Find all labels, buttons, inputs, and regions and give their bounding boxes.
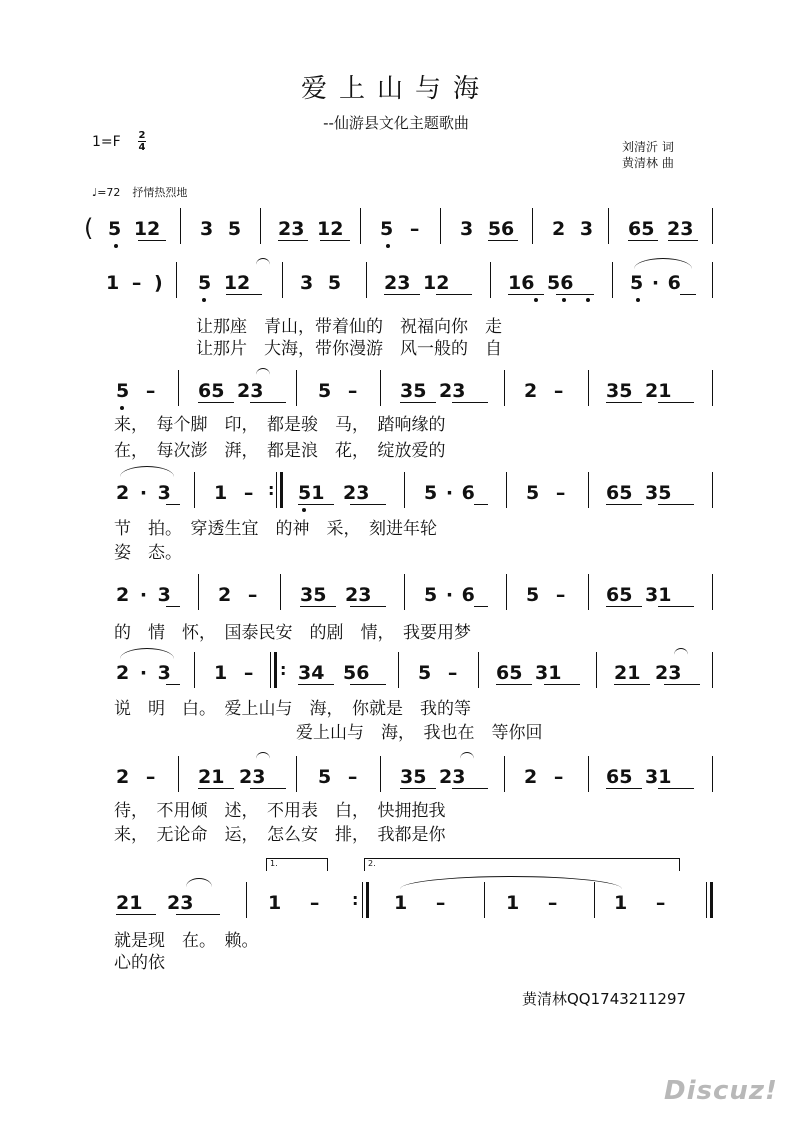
measure: 5 – xyxy=(526,482,566,504)
repeat-dots: : xyxy=(352,890,359,909)
measure: 1 – xyxy=(506,892,558,914)
repeat-dots: : xyxy=(280,660,287,679)
footer-contact: 黄清林QQ1743211297 xyxy=(522,990,687,1008)
measure: 23 12 xyxy=(278,218,344,240)
measure: 1 – ) xyxy=(106,272,163,294)
measure: 5 – xyxy=(380,218,420,240)
measure: 21 23 xyxy=(116,892,194,914)
measure: 1 – xyxy=(268,892,320,914)
measure: 2 3 xyxy=(552,218,594,240)
measure: 5 · 6 xyxy=(630,272,681,294)
measure: 5 · 6 xyxy=(424,482,475,504)
measure: 5 – xyxy=(418,662,458,684)
measure: 1 – xyxy=(394,892,446,914)
measure: 2 · 3 xyxy=(116,662,171,684)
time-signature xyxy=(138,130,146,153)
measure: 1 – xyxy=(614,892,666,914)
measure: 3 56 xyxy=(460,218,515,240)
repeat-dots: : xyxy=(268,480,275,499)
lyric-line: 心的依 xyxy=(114,953,165,973)
measure: 65 31 xyxy=(496,662,562,684)
lyricist-credit: 刘清沂 词 xyxy=(622,140,674,154)
measure: 2 · 3 xyxy=(116,482,171,504)
open-paren: ( xyxy=(84,214,94,242)
measure: 35 23 xyxy=(400,380,466,402)
lyric-line: 让那座 青山，带着仙的 祝福向你 走 xyxy=(196,317,502,337)
lyric-line: 来， 每个脚 印， 都是骏 马， 踏响缘的 xyxy=(114,415,446,435)
measure: 65 35 xyxy=(606,482,672,504)
lyric-line: 待， 不用倾 述， 不用表 白， 快拥抱我 xyxy=(114,801,446,821)
lyric-line: 就是现 在。 赖。 xyxy=(114,931,259,951)
song-title: 爱上山与海 xyxy=(300,74,491,104)
measure: 51 23 xyxy=(298,482,370,504)
measure: 5 – xyxy=(318,766,358,788)
measure: 5 12 xyxy=(108,218,161,240)
lyric-line: 节 拍。 穿透生宜 的神 采， 刻进年轮 xyxy=(114,519,437,539)
tempo-marking xyxy=(92,184,187,200)
measure: 5 · 6 xyxy=(424,584,475,606)
measure: 65 23 xyxy=(198,380,264,402)
tempo-value: ♩=72 xyxy=(92,186,121,199)
lyric-line: 来， 无论命 运， 怎么安 排， 我都是你 xyxy=(114,825,446,845)
lyric-line: 说 明 白。 爱上山与 海， 你就是 我的等 xyxy=(114,699,471,719)
song-subtitle: --仙游县文化主题歌曲 xyxy=(323,114,469,132)
key-signature: 1=F xyxy=(92,134,121,150)
measure: 35 21 xyxy=(606,380,672,402)
measure: 16 56 xyxy=(508,272,574,294)
measure: 3 5 xyxy=(300,272,342,294)
measure: 34 56 xyxy=(298,662,370,684)
volta-2-label: 2. xyxy=(368,859,376,868)
measure: 2 · 3 xyxy=(116,584,171,606)
measure: 21 23 xyxy=(198,766,266,788)
lyric-line: 姿 态。 xyxy=(114,543,182,563)
time-signature-bottom: 4 xyxy=(138,142,146,153)
expression-marking: 抒情热烈地 xyxy=(132,186,188,199)
measure: 65 23 xyxy=(628,218,694,240)
measure: 35 23 xyxy=(400,766,466,788)
composer-credit: 黄清林 曲 xyxy=(622,156,674,170)
volta-1-label: 1. xyxy=(270,859,278,868)
measure: 3 5 xyxy=(200,218,242,240)
measure: 5 – xyxy=(318,380,358,402)
measure: 5 – xyxy=(526,584,566,606)
measure: 2 – xyxy=(524,766,564,788)
lyric-line: 爱上山与 海， 我也在 等你回 xyxy=(296,723,543,743)
measure: 23 12 xyxy=(384,272,450,294)
lyric-line: 的 情 怀， 国泰民安 的剧 情， 我要用梦 xyxy=(114,623,471,643)
measure: 2 – xyxy=(524,380,564,402)
measure: 1 – xyxy=(214,662,254,684)
measure: 65 31 xyxy=(606,766,672,788)
measure: 35 23 xyxy=(300,584,372,606)
measure: 1 – xyxy=(214,482,254,504)
measure: 2 – xyxy=(218,584,258,606)
measure: 5 – xyxy=(116,380,156,402)
lyric-line: 在， 每次澎 湃， 都是浪 花， 绽放爱的 xyxy=(114,441,446,461)
measure: 2 – xyxy=(116,766,156,788)
lyric-line: 让那片 大海，带你漫游 风一般的 自 xyxy=(196,339,502,359)
measure: 5 12 xyxy=(198,272,251,294)
measure: 21 23 xyxy=(614,662,682,684)
measure: 65 31 xyxy=(606,584,672,606)
watermark-logo: Discuz! xyxy=(664,1076,778,1106)
time-signature-top: 2 xyxy=(138,130,146,141)
